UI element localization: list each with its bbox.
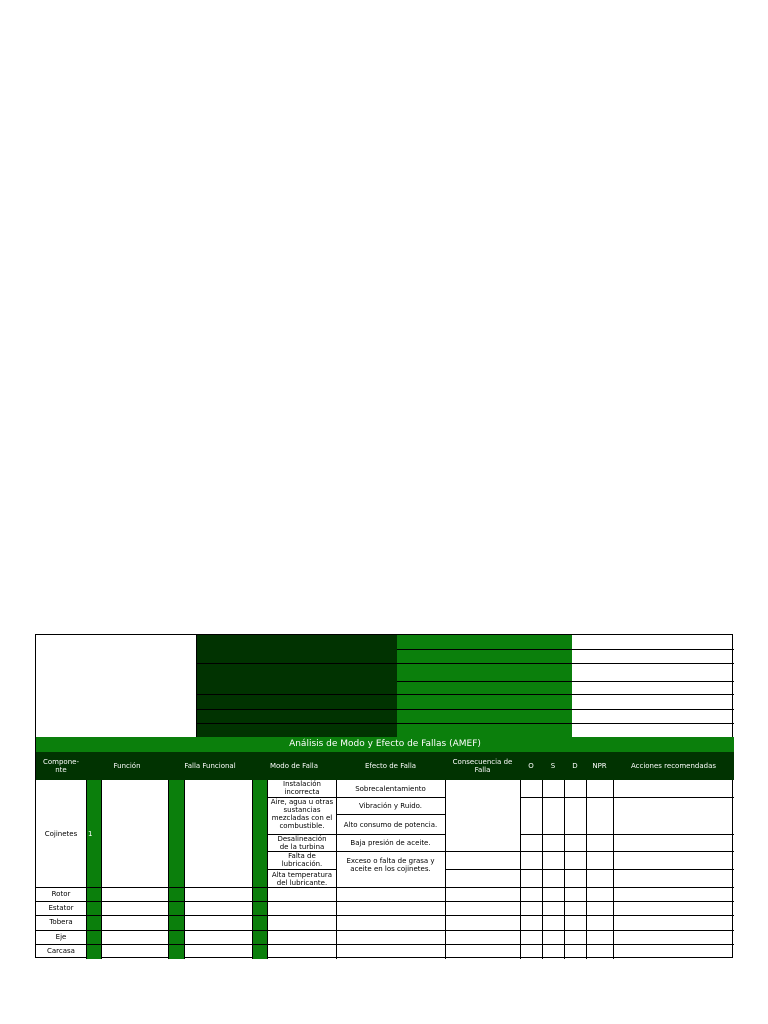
header-npr: NPR xyxy=(592,762,607,770)
component-cojinetes: Cojinetes xyxy=(44,830,78,838)
divider xyxy=(197,709,397,710)
falla-funcional-stripe xyxy=(168,780,184,959)
divider xyxy=(197,694,397,695)
grid-line xyxy=(336,814,445,815)
header-green-block xyxy=(397,635,572,737)
divider xyxy=(397,723,572,724)
component-eje: Eje xyxy=(55,933,67,941)
failure-mode: Alta temperatura del lubricante. xyxy=(271,871,333,887)
component-carcasa: Carcasa xyxy=(47,947,75,955)
divider xyxy=(572,694,734,695)
divider xyxy=(397,663,572,664)
header-o: O xyxy=(528,762,534,770)
header-left-box xyxy=(36,635,197,737)
grid-line xyxy=(520,797,734,798)
header-s: S xyxy=(550,762,556,770)
component-estator: Estator xyxy=(48,904,74,912)
amef-sheet xyxy=(35,634,733,958)
divider xyxy=(572,723,734,724)
divider xyxy=(572,709,734,710)
divider xyxy=(397,694,572,695)
failure-effect: Alto consumo de potencia. xyxy=(343,821,438,829)
grid-line xyxy=(267,869,336,870)
row-line xyxy=(36,887,734,888)
divider xyxy=(572,663,734,664)
failure-mode: Instalación incorrecta xyxy=(283,780,321,796)
failure-effect: Vibración y Ruido. xyxy=(358,802,423,810)
failure-effect: Sobrecalentamiento xyxy=(355,785,426,793)
header-consecuencia: Consecuencia de Falla xyxy=(452,758,513,774)
component-rotor: Rotor xyxy=(51,890,71,898)
grid-line xyxy=(252,780,253,959)
grid-line xyxy=(168,780,169,959)
function-number: 1 xyxy=(88,830,93,838)
modo-falla-stripe xyxy=(252,780,267,959)
grid-line xyxy=(445,851,734,852)
failure-mode: Aire, agua u otras sustancias mezcladas con el combustible. xyxy=(270,798,334,830)
grid-line xyxy=(445,869,734,870)
grid-line xyxy=(86,780,87,959)
grid-line xyxy=(336,851,445,852)
grid-line xyxy=(520,834,734,835)
header-falla-funcional: Falla Funcional xyxy=(184,762,236,770)
row-line xyxy=(36,915,734,916)
grid-line xyxy=(336,834,445,835)
component-tobera: Tobera xyxy=(49,918,73,926)
header-dark-block xyxy=(197,635,397,737)
divider xyxy=(572,681,734,682)
header-d: D xyxy=(572,762,578,770)
header-modo-falla: Modo de Falla xyxy=(269,762,319,770)
divider xyxy=(397,681,572,682)
divider xyxy=(397,649,572,650)
failure-mode: Desalineación de la turbina xyxy=(277,835,327,851)
header-funcion: Función xyxy=(113,762,141,770)
header-acciones: Acciones recomendadas xyxy=(630,762,717,770)
row-line xyxy=(36,901,734,902)
row-line xyxy=(36,944,734,945)
grid-line xyxy=(184,780,185,959)
grid-line xyxy=(336,797,445,798)
row-line xyxy=(36,930,734,931)
divider xyxy=(197,663,397,664)
grid-line xyxy=(101,780,102,959)
failure-effect: Exceso o falta de grasa y aceite en los cojinetes. xyxy=(346,857,435,873)
header-componente: Compone- nte xyxy=(43,758,79,774)
failure-mode: Falta de lubricación. xyxy=(281,852,323,868)
page-title: Análisis de Modo y Efecto de Fallas (AMEF) xyxy=(289,739,481,749)
funcion-stripe xyxy=(86,780,101,959)
divider xyxy=(197,723,397,724)
failure-effect: Baja presión de aceite. xyxy=(350,839,431,847)
divider xyxy=(397,709,572,710)
divider xyxy=(572,649,734,650)
header-efecto-falla: Efecto de Falla xyxy=(364,762,417,770)
